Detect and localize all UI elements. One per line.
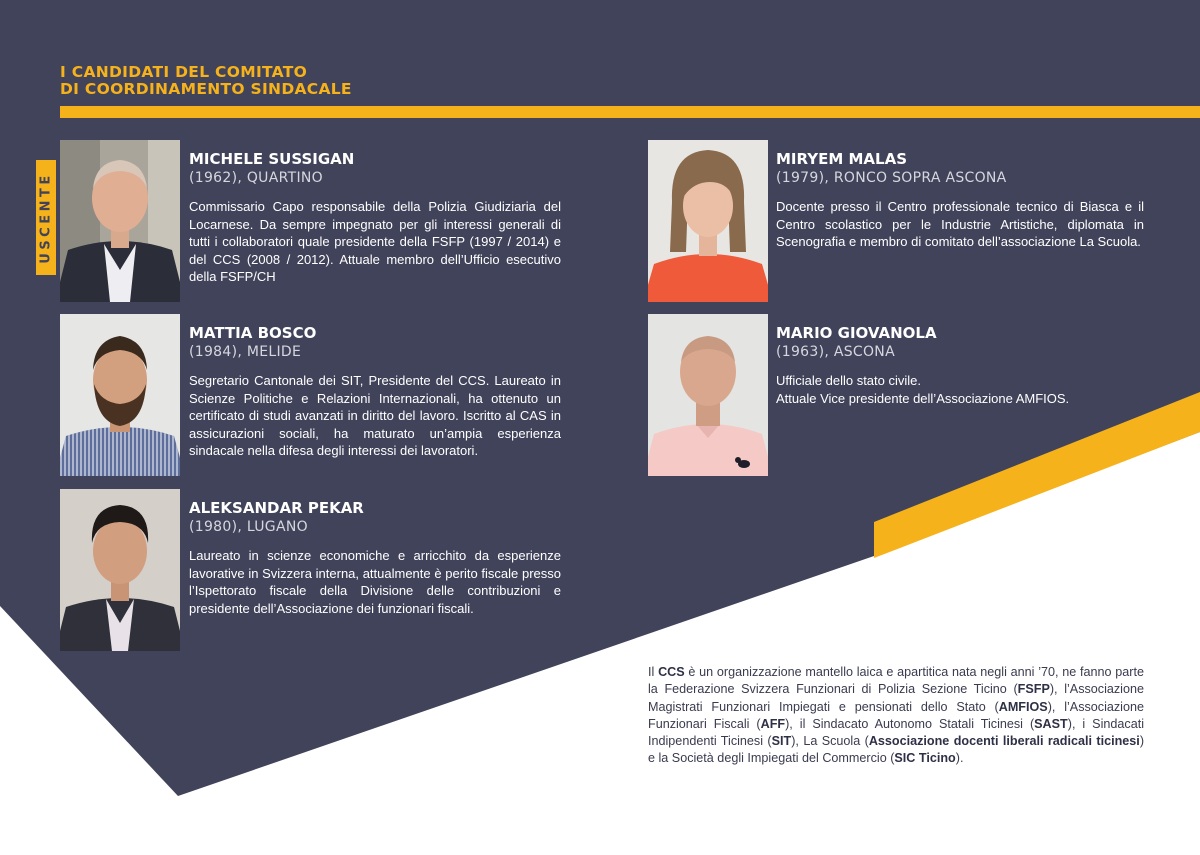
uscente-label: USCENTE: [38, 171, 54, 264]
ccs-text: ) e la Società degli Impiegati del Commercio (: [648, 734, 1145, 766]
heading-rule: [60, 106, 1200, 118]
heading-line-1: I CANDIDATI DEL COMITATO: [60, 63, 308, 81]
ccs-text: ), l’Associazione Magistrati Funzionari Impiegati e pensionati dello Stato (: [648, 682, 1144, 714]
bio-line: Ufficiale dello stato civile.: [776, 373, 921, 388]
uscente-badge: [36, 160, 56, 275]
ccs-text: Il: [648, 665, 659, 679]
candidate-name: MARIO GIOVANOLA: [776, 324, 937, 342]
candidate-name: MIRYEM MALAS: [776, 150, 908, 168]
candidate-bio: Commissario Capo responsabile della Polizia Giudiziaria del Locarnese. Da sempre impegnato per gli interessi generali di tutti i collaboratori quale presidente della FSFP (1997 / 2014) e del CCS (2008 / 2012). Attuale membro dell’Ufficio esecutivo della FSFP/CH: [189, 199, 561, 284]
candidate-year-place: (1963), ASCONA: [776, 344, 895, 360]
heading-line-2: DI COORDINAMENTO SINDACALE: [60, 80, 352, 98]
photo-aleksandar-pekar: [60, 489, 180, 651]
ccs-text: ).: [955, 751, 964, 766]
photo-michele-sussigan: [60, 140, 180, 302]
candidate-name: ALEKSANDAR PEKAR: [189, 499, 364, 517]
candidate-bio: [776, 372, 1144, 407]
page-heading: [60, 64, 352, 98]
ccs-bold: AFF: [760, 716, 786, 731]
photo-mario-giovanola: [648, 314, 768, 476]
candidate-bio: Laureato in scienze economiche e arricchito da esperienze lavorative in Svizzera interna, attualmente è perito fiscale presso l’Ispettorato fiscale della Divisione delle contribuzioni e presidente dell’Associazione dei funzionari fiscali.: [189, 548, 561, 616]
ccs-text: è un organizzazione mantello laica e apartitica nata negli anni ’70, ne fanno parte la Federazione Svizzera Funzionari di Polizia Sezione Ticino (: [648, 665, 1145, 697]
candidate-bio: Segretario Cantonale dei SIT, Presidente del CCS. Laureato in Scienze Politiche e Relazioni Internazionali, ha ottenuto un certificato di studi avanzati in diritto del lavoro. Iscritto al CAS in assicurazioni sociali, ha maturato un’ampia esperienza sindacale nella difesa degli interessi dei lavoratori.: [189, 373, 561, 458]
candidate-name: MICHELE SUSSIGAN: [189, 150, 355, 168]
candidate-michele-sussigan: [189, 150, 561, 286]
photo-miryem-malas: [648, 140, 768, 302]
ccs-bold: SAST: [1034, 716, 1068, 731]
candidate-year-place: (1962), QUARTINO: [189, 170, 323, 186]
ccs-text: ), l’Associazione Funzionari Fiscali (: [648, 699, 1144, 731]
ccs-bold: SIC Ticino: [894, 751, 956, 766]
candidate-mario-giovanola: [776, 324, 1144, 407]
ccs-bold: CCS: [658, 665, 685, 679]
ccs-description: [648, 664, 1144, 768]
candidate-year-place: (1980), LUGANO: [189, 519, 308, 535]
candidate-year-place: (1979), RONCO SOPRA ASCONA: [776, 170, 1007, 186]
ccs-bold: SIT: [771, 734, 792, 749]
bio-line: Attuale Vice presidente dell’Associazione AMFIOS.: [776, 390, 1070, 406]
ccs-bold: AMFIOS: [998, 699, 1048, 714]
candidate-mattia-bosco: [189, 324, 561, 460]
ccs-text: ), i Sindacati Indipendenti Ticinesi (: [648, 716, 1144, 749]
ccs-bold: Associazione docenti liberali radicali ticinesi: [868, 734, 1140, 749]
candidate-miryem-malas: [776, 150, 1144, 251]
candidate-name: MATTIA BOSCO: [189, 324, 317, 342]
candidate-aleksandar-pekar: [189, 499, 561, 617]
ccs-bold: FSFP: [1017, 682, 1050, 697]
ccs-text: ), il Sindacato Autonomo Statali Ticinesi (: [785, 716, 1035, 731]
candidate-bio: Docente presso il Centro professionale tecnico di Biasca e il Centro scolastico per le Industrie Artistiche, diplomata in Scenografia e membro di comitato dell’associazione La Scuola.: [776, 199, 1144, 249]
photo-mattia-bosco: [60, 314, 180, 476]
candidate-year-place: (1984), MELIDE: [189, 344, 302, 360]
ccs-text: ), La Scuola (: [791, 734, 869, 749]
